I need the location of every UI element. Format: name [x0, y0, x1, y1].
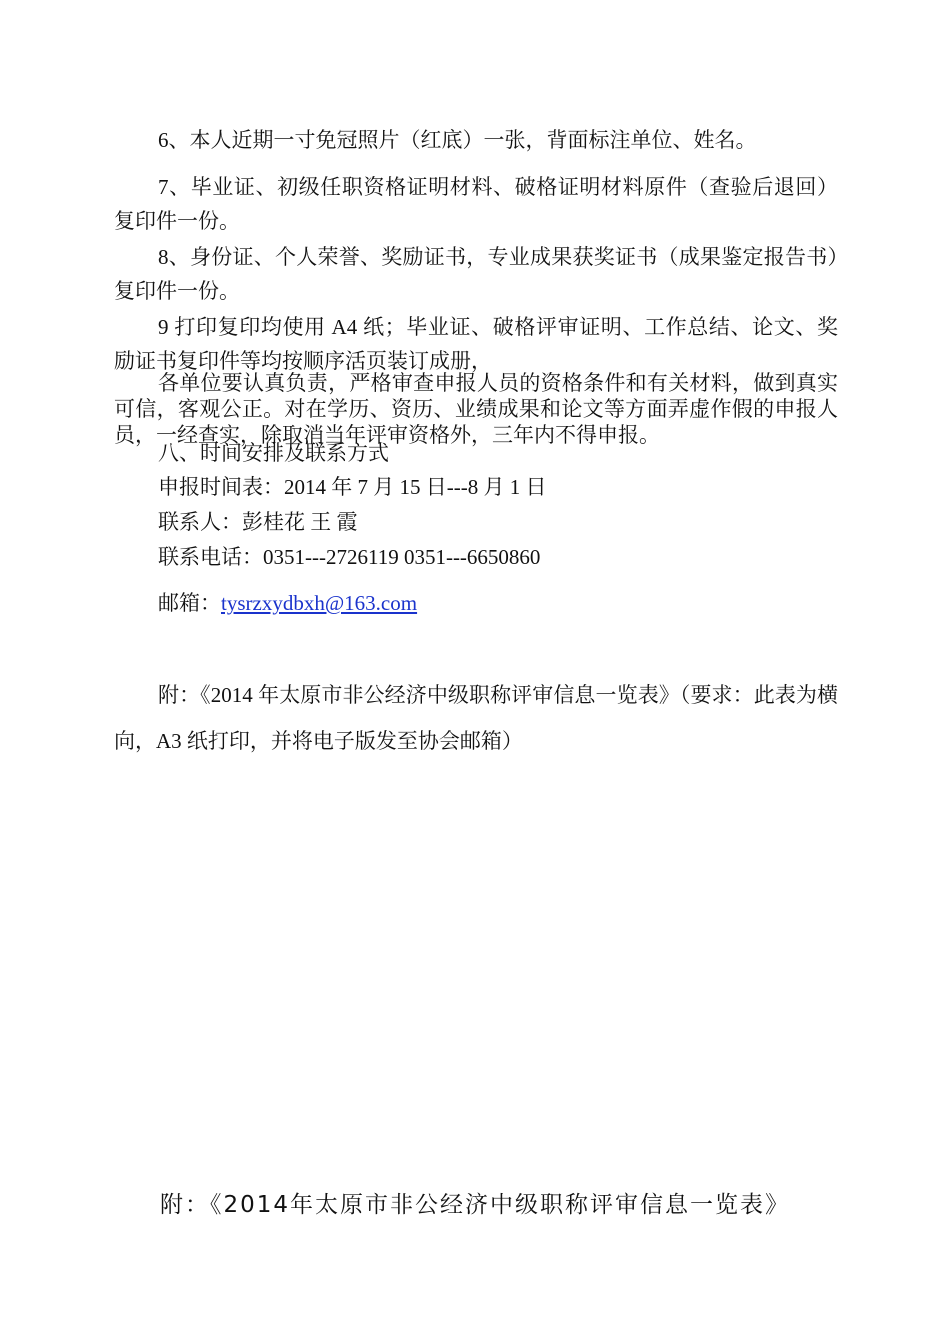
attachment-note: 附：《2014 年太原市非公经济中级职称评审信息一览表》（要求：此表为横向，A3 纸打印，并将电子版发至协会邮箱） [114, 683, 838, 753]
attachment-title: 附：《2014年太原市非公经济中级职称评审信息一览表》 [159, 1192, 791, 1218]
email-label: 邮箱： [158, 591, 221, 615]
notice-paragraph: 各单位要认真负责，严格审查申报人员的资格条件和有关材料，做到真实可信，客观公正。对在学历、资历、业绩成果和论文等方面弄虚作假的申报人员，一经查实，除取消当年评审资格外，三年内不得申报。 [114, 371, 838, 447]
email-line [158, 588, 417, 618]
schedule-line: 申报时间表：2014 年 7 月 15 日---8 月 1 日 [158, 475, 547, 499]
item-9: 9 打印复印均使用 A4 纸；毕业证、破格评审证明、工作总结、论文、奖励证书复印件等均按顺序活页装订成册， [114, 315, 838, 373]
item-6: 6、本人近期一寸免冠照片（红底）一张，背面标注单位、姓名。 [158, 128, 757, 152]
contacts-line: 联系人：彭桂花 王 霞 [158, 510, 358, 534]
phone-line: 联系电话：0351---2726119 0351---6650860 [158, 545, 541, 569]
item-8: 8、身份证、个人荣誉、奖励证书，专业成果获奖证书（成果鉴定报告书）复印件一份。 [114, 245, 838, 303]
email-link[interactable]: tysrzxydbxh@163.com [221, 591, 418, 615]
section-8-heading: 八、时间安排及联系方式 [158, 441, 389, 465]
item-7: 7、毕业证、初级任职资格证明材料、破格证明材料原件（查验后退回）复印件一份。 [114, 175, 838, 233]
